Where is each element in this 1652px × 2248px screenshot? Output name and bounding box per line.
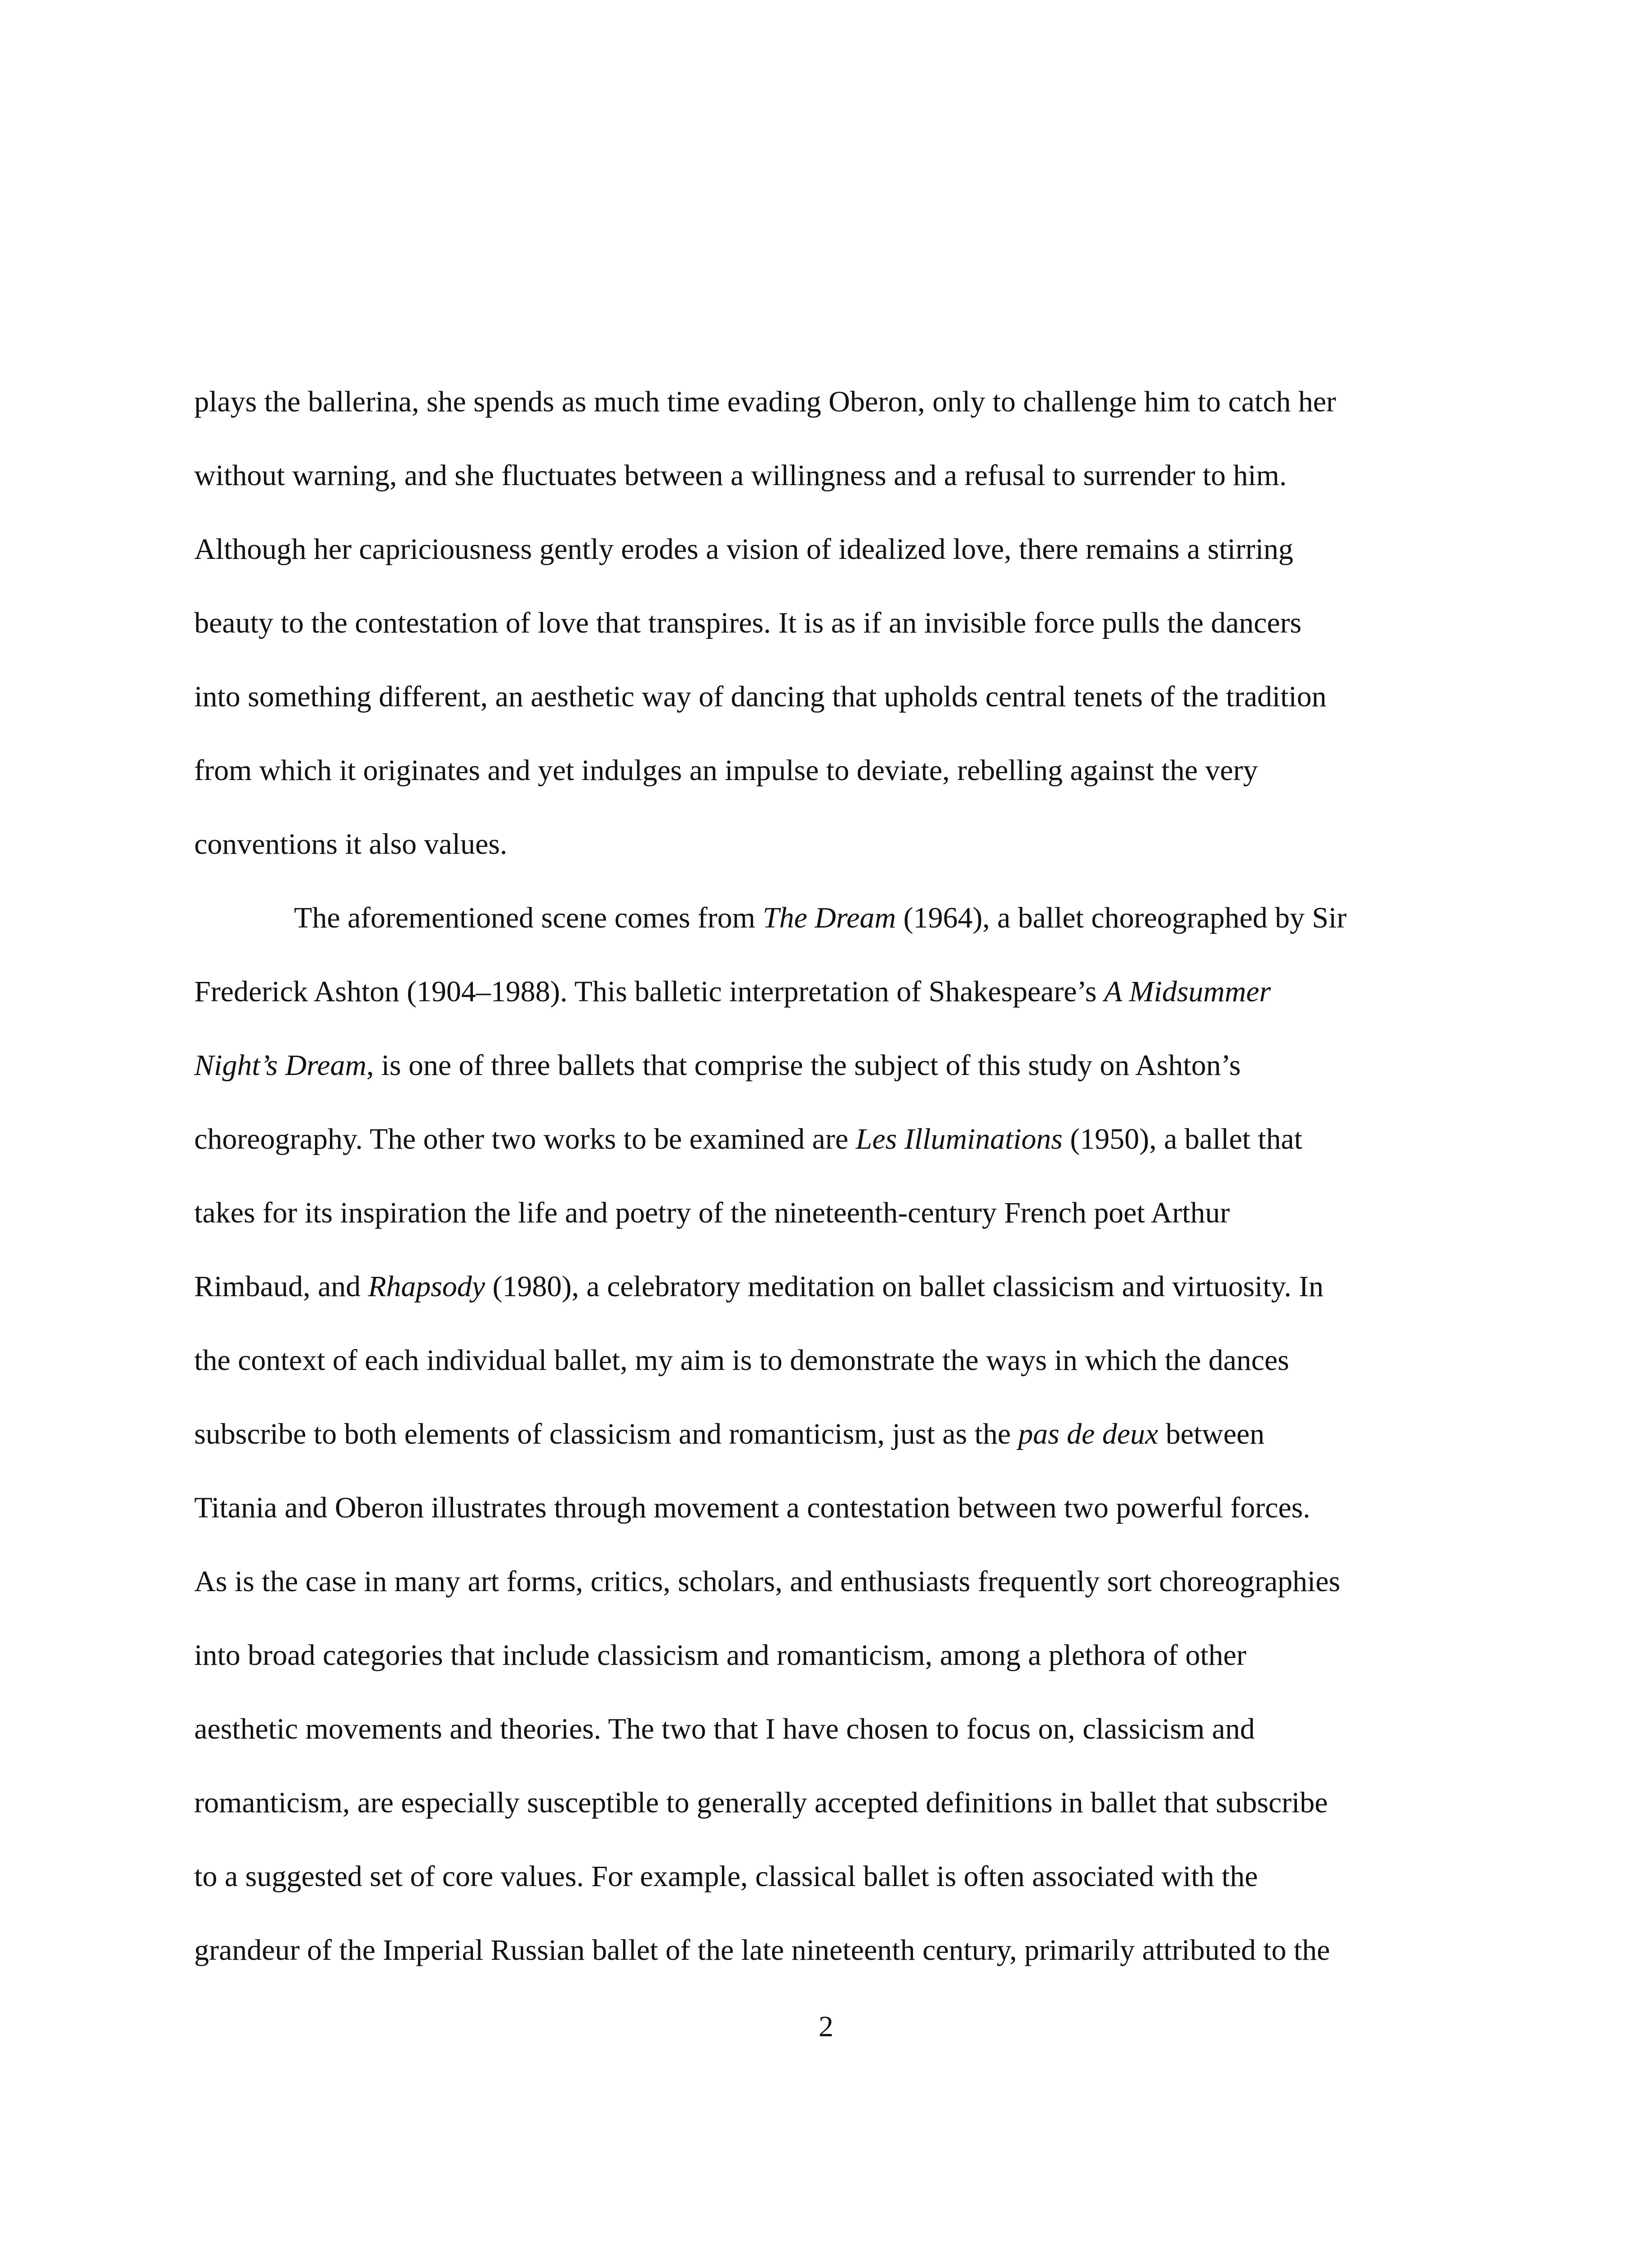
text-run: conventions it also values. <box>194 828 508 861</box>
text-line <box>194 1840 1462 1913</box>
text-run: the context of each individual ballet, my aim is to demonstrate the ways in which the dances <box>194 1344 1289 1377</box>
text-run: , is one of three ballets that comprise the subject of this study on Ashton’s <box>366 1049 1241 1082</box>
italic-title: Les Illuminations <box>855 1123 1063 1155</box>
text-run: beauty to the contestation of love that transpires. It is as if an invisible force pulls the dancers <box>194 607 1302 639</box>
text-run: from which it originates and yet indulges an impulse to deviate, rebelling against the very <box>194 754 1258 787</box>
text-run: plays the ballerina, she spends as much time evading Oberon, only to challenge him to catch her <box>194 385 1336 418</box>
text-line <box>194 1176 1462 1250</box>
text-run: into something different, an aesthetic way of dancing that upholds central tenets of the tradition <box>194 680 1327 713</box>
text-line <box>194 955 1462 1029</box>
text-line <box>194 1545 1462 1619</box>
text-run: As is the case in many art forms, critics, scholars, and enthusiasts frequently sort choreographies <box>194 1565 1340 1598</box>
text-run: Although her capriciousness gently erodes a vision of idealized love, there remains a stirring <box>194 533 1293 566</box>
text-run: aesthetic movements and theories. The two that I have chosen to focus on, classicism and <box>194 1713 1255 1745</box>
text-run: to a suggested set of core values. For example, classical ballet is often associated with the <box>194 1860 1258 1893</box>
text-line <box>194 1471 1462 1545</box>
page-number: 2 <box>819 2010 833 2043</box>
italic-title: Night’s Dream <box>194 1049 367 1082</box>
text-line <box>194 807 1462 881</box>
italic-title: Rhapsody <box>368 1270 485 1303</box>
text-run: between <box>1158 1418 1265 1450</box>
text-line <box>194 1397 1462 1471</box>
text-run: Rimbaud, and <box>194 1270 368 1303</box>
body-text <box>194 365 1462 1987</box>
text-line <box>194 1692 1462 1766</box>
text-line <box>194 1913 1462 1987</box>
text-run: choreography. The other two works to be examined are <box>194 1123 856 1155</box>
text-line <box>194 1766 1462 1840</box>
text-line <box>194 439 1462 513</box>
text-run: takes for its inspiration the life and poetry of the nineteenth-century French poet Arthur <box>194 1196 1230 1229</box>
text-run: Titania and Oberon illustrates through movement a contestation between two powerful forces. <box>194 1491 1310 1524</box>
text-line <box>194 365 1462 439</box>
text-run: subscribe to both elements of classicism and romanticism, just as the <box>194 1418 1018 1450</box>
text-line <box>194 1250 1462 1324</box>
text-run: romanticism, are especially susceptible to generally accepted definitions in ballet that subscribe <box>194 1786 1328 1819</box>
text-line <box>194 881 1462 955</box>
text-line <box>194 1029 1462 1102</box>
text-run: The aforementioned scene comes from <box>294 901 763 934</box>
text-run: without warning, and she fluctuates between a willingness and a refusal to surrender to him. <box>194 459 1287 492</box>
text-line <box>194 1324 1462 1397</box>
text-line <box>194 660 1462 734</box>
text-line <box>194 1619 1462 1692</box>
text-line <box>194 513 1462 586</box>
italic-title: pas de deux <box>1018 1418 1158 1450</box>
text-run: grandeur of the Imperial Russian ballet of the late nineteenth century, primarily attributed to the <box>194 1934 1330 1967</box>
text-run: (1980), a celebratory meditation on ballet classicism and virtuosity. In <box>485 1270 1324 1303</box>
text-run: (1950), a ballet that <box>1062 1123 1303 1155</box>
text-line <box>194 586 1462 660</box>
text-run: (1964), a ballet choreographed by Sir <box>896 901 1347 934</box>
text-run: Frederick Ashton (1904–1988). This balletic interpretation of Shakespeare’s <box>194 975 1104 1008</box>
italic-title: The Dream <box>762 901 896 934</box>
text-run: into broad categories that include classicism and romanticism, among a plethora of other <box>194 1639 1247 1672</box>
text-line <box>194 734 1462 807</box>
italic-title: A Midsummer <box>1104 975 1271 1008</box>
text-line <box>194 1102 1462 1176</box>
